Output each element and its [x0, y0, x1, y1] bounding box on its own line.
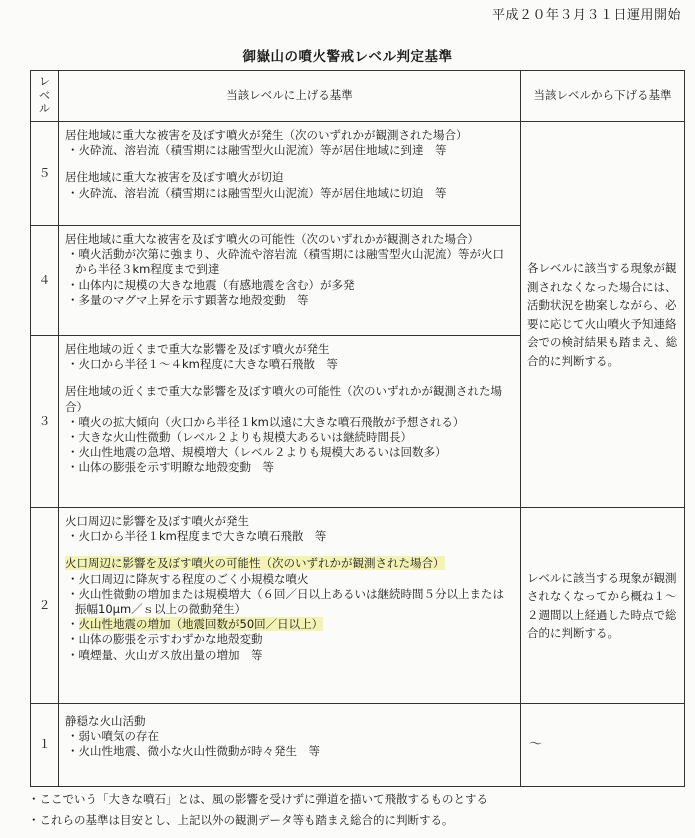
raise-criteria-cell [59, 226, 521, 336]
criteria-item: ・ 多量のマグマ上昇を示す顕著な地殻変動 等 [65, 293, 514, 308]
criteria-item: ・ 噴煙量、火山ガス放出量の増加 等 [65, 648, 514, 663]
lower-criteria-level-1 [521, 704, 685, 787]
criteria-group [65, 714, 514, 760]
header-lower-criteria: 当該レベルから下げる基準 [521, 71, 685, 122]
criteria-heading-highlighted: 火口周辺に影響を及ぼす噴火の可能性（次のいずれかが観測された場合） [65, 556, 445, 571]
document-title: 御嶽山の噴火警戒レベル判定基準 [242, 49, 453, 65]
criteria-group [65, 128, 514, 158]
table-row-level-2 [31, 508, 685, 704]
level-number: ３ [31, 336, 59, 508]
criteria-heading: 居住地域に重大な被害を及ぼす噴火が発生（次のいずれかが観測された場合） [65, 128, 468, 142]
operation-start-date: 平成２０年３月３１日運用開始 [491, 8, 681, 23]
header-level-label: レベル [39, 75, 50, 115]
table-header-row [31, 71, 685, 122]
lower-criteria-level-2 [521, 508, 685, 704]
raise-criteria-cell [59, 336, 521, 508]
criteria-item: ・ 火口から半径１km程度まで大きな噴石飛散 等 [65, 529, 514, 544]
criteria-item: ・ 大きな火山性微動（レベル２よりも規模大あるいは継続時間長） [65, 430, 514, 445]
footnote-judgement: ・これらの基準は目安とし、上記以外の観測データ等も踏まえ総合的に判断する。 [28, 813, 454, 827]
criteria-item: ・ 火砕流、溶岩流（積雪期には融雪型火山泥流）等が居住地域に切迫 等 [65, 186, 514, 201]
criteria-item: ・ 弱い噴気の存在 [65, 729, 514, 744]
level-number: １ [31, 704, 59, 787]
level-number: ５ [31, 122, 59, 226]
criteria-item-highlighted: 火山性地震の増加（地震回数が50回／日以上） [78, 617, 324, 632]
criteria-group [65, 170, 514, 200]
criteria-heading: 静穏な火山活動 [65, 714, 146, 728]
criteria-group [65, 514, 514, 544]
criteria-group [65, 384, 514, 475]
criteria-item: ・ 火口周辺に降灰する程度のごく小規模な噴火 [65, 572, 514, 587]
raise-criteria-cell [59, 704, 521, 787]
criteria-heading: 居住地域に重大な被害を及ぼす噴火の可能性（次のいずれかが観測された場合） [65, 232, 479, 246]
raise-criteria-cell [59, 508, 521, 704]
table-row-level-1 [31, 704, 685, 787]
header-level [31, 71, 59, 122]
raise-criteria-cell [59, 122, 521, 226]
criteria-group [65, 232, 514, 308]
criteria-item: ・ 火口から半径１～４km程度に大きな噴石飛散 等 [65, 357, 514, 372]
criteria-heading: 居住地域に重大な被害を及ぼす噴火が切迫 [65, 170, 284, 185]
alert-level-criteria-table [30, 70, 685, 787]
criteria-item: ・ 火山性地震、微小な火山性微動が時々発生 等 [65, 744, 514, 759]
criteria-heading: 居住地域の近くまで重大な影響を及ぼす噴火が発生 [65, 342, 330, 356]
level-number: ２ [31, 508, 59, 704]
header-raise-criteria: 当該レベルに上げる基準 [59, 71, 521, 122]
criteria-group [65, 556, 514, 662]
criteria-item: ・ 山体内に規模の大きな地震（有感地震を含む）が多発 [65, 278, 514, 293]
criteria-item: ・ 噴火活動が次第に強まり、火砕流や溶岩流（積雪期には融雪型火山泥流）等が火口から半径３km程度まで到達 [65, 247, 514, 277]
criteria-group [65, 342, 514, 372]
criteria-item: ・ 火砕流、溶岩流（積雪期には融雪型火山泥流）等が居住地域に到達 等 [65, 143, 514, 158]
criteria-heading: 居住地域の近くまで重大な影響を及ぼす噴火の可能性（次のいずれかが観測された場合） [65, 384, 502, 414]
footnote-large-ejecta: ・ここでいう「大きな噴石」とは、風の影響を受けずに弾道を描いて飛散するものとする [28, 792, 488, 806]
lower-criteria-upper-levels [521, 122, 685, 508]
criteria-item: ・ 火山性地震の急増、規模増大（レベル２よりも規模大あるいは回数多） [65, 445, 514, 460]
criteria-item: ・ 噴火の拡大傾向（火口から半径１km以遠に大きな噴石飛散が予想される） [65, 415, 514, 430]
footnote-text: ここでいう「大きな噴石」とは、風の影響を受けずに弾道を描いて飛散するものとする [39, 792, 488, 806]
footnote-text: これらの基準は目安とし、上記以外の観測データ等も踏まえ総合的に判断する。 [39, 813, 454, 827]
criteria-heading: 火口周辺に影響を及ぼす噴火が発生 [65, 514, 249, 528]
lower-criteria-tilde: ～ [529, 737, 543, 753]
level-number: ４ [31, 226, 59, 336]
table-row-level-5 [31, 122, 685, 226]
lower-criteria-text: レベルに該当する現象が観測されなくなってから概ね１～２週間以上経過した時点で総合的に判断する。 [527, 570, 677, 640]
criteria-item: ・ 火山性微動の増加または規模増大（６回／日以上あるいは継続時間５分以上または振幅10μm／ｓ以上の微動発生） [65, 587, 514, 617]
lower-criteria-text: 各レベルに該当する現象が観測されなくなった場合には、活動状況を勘案しながら、必要に応じて火山噴火予知連絡会での検討結果も踏まえ、総合的に判断する。 [527, 261, 678, 368]
criteria-item: ・ 山体の膨張を示すわずかな地殻変動 [65, 632, 514, 647]
criteria-item: ・ 山体の膨張を示す明瞭な地殻変動 等 [65, 460, 514, 475]
